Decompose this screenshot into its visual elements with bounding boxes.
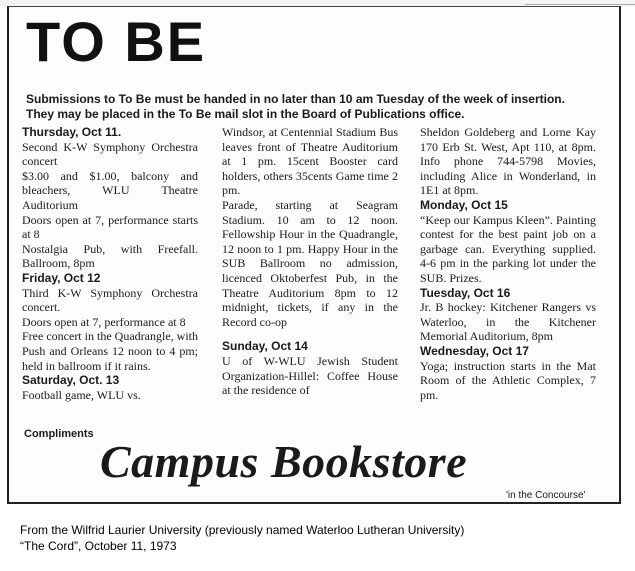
previous-article-edge [525, 0, 635, 5]
event-item: Windsor, at Centennial Stadium Bus leaves front of Theatre Auditorium at 1 pm. 15cent Booster card holders, others 35cents Game time 2 pm. [222, 125, 398, 198]
ad-location: 'in the Concourse' [506, 490, 586, 501]
listing-column-3 [420, 125, 596, 402]
event-item: Sheldon Goldeberg and Lorne Kay 170 Erb St. West, Apt 110, at 8pm. Info phone 744-5798 Movies, including Alice in Wonderland, in 1E1 at 8pm. [420, 125, 596, 198]
day-heading: Tuesday, Oct 16 [420, 285, 511, 300]
day-heading: Wednesday, Oct 17 [420, 343, 529, 358]
listing-column-2 [222, 125, 398, 398]
day-heading: Sunday, Oct 14 [222, 339, 308, 354]
day-heading: Thursday, Oct 11. [22, 125, 122, 139]
caption-line-2: “The Cord”, October 11, 1973 [20, 539, 177, 553]
caption-line-1: From the Wilfrid Laurier University (previously named Waterloo Lutheran University) [20, 523, 465, 537]
submission-instructions: Submissions to To Be must be handed in no later than 10 am Tuesday of the week of insertion. They may be placed in the To Be mail slot in the Board of Publications office. [26, 92, 565, 121]
page-title: TO BE [26, 10, 207, 73]
source-caption [20, 522, 620, 554]
event-item: Third K-W Symphony Orchestra concert. [22, 285, 198, 315]
event-item: Doors open at 7, performance at 8 [22, 314, 186, 329]
event-item: Second K-W Symphony Orchestra concert [22, 139, 198, 169]
event-item: U of W-WLU Jewish Student Organization-Hillel: Coffee House at the residence of [222, 353, 398, 398]
listing-column-1 [22, 125, 198, 402]
event-item: Jr. B hockey: Kitchener Rangers vs Waterloo, in the Kitchener Memorial Auditorium, 8pm [420, 300, 596, 344]
day-heading: Friday, Oct 12 [22, 270, 101, 285]
event-item: Parade, starting at Seagram Stadium. 10 am to 12 noon. Fellowship Hour in the Quadrangle, 12 noon to 1 pm. Happy Hour in the SUB Ballroom no admission, licenced Oktoberfest Pub, in the Theatre Auditorium 8pm to 12 midnight, tickets, if any in the Record co-op [222, 197, 398, 329]
event-item: $3.00 and $1.00, balcony and bleachers, WLU Theatre Auditorium [22, 168, 198, 212]
day-heading: Saturday, Oct. 13 [22, 373, 120, 388]
event-item: Yoga; instruction starts in the Mat Room of the Athletic Complex, 7 pm. [420, 358, 596, 402]
day-heading: Monday, Oct 15 [420, 197, 508, 212]
event-item: Doors open at 7, performance starts at 8 [22, 212, 198, 242]
event-item: “Keep our Kampus Kleen”. Painting contest for the best paint job on a garbage can. Everything supplied. 4-6 pm in the parking lot under the SUB. Prizes. [420, 212, 596, 285]
event-item: Football game, WLU vs. [22, 387, 141, 402]
ad-compliments: Compliments [24, 428, 94, 440]
event-item: Free concert in the Quadrangle, with Push and Orleans 12 noon to 4 pm; held in ballroom if it rains. [22, 329, 198, 373]
spacer [222, 329, 398, 339]
event-item: Nostalgia Pub, with Freefall. Ballroom, 8pm [22, 241, 198, 271]
ad-bookstore-name: Campus Bookstore [100, 436, 468, 487]
